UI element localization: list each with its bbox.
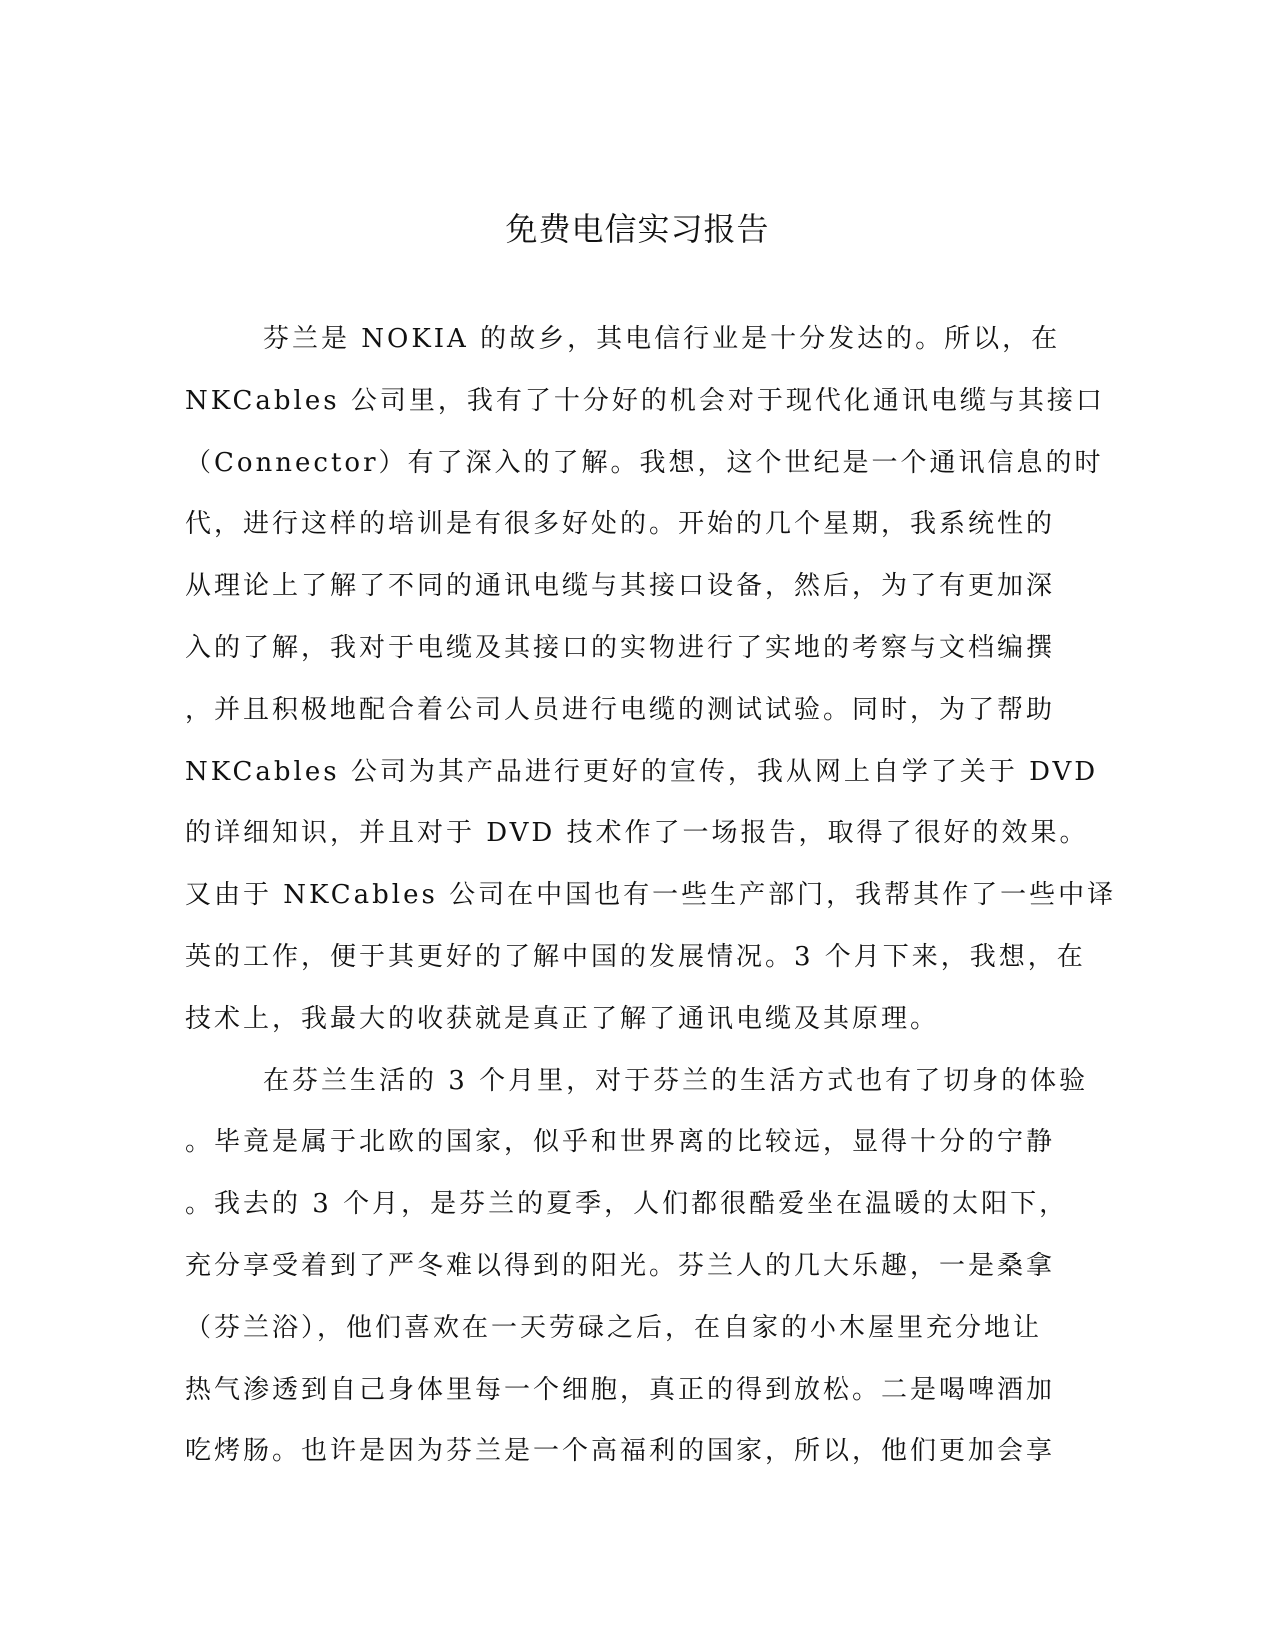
text-line: NKCables 公司里，我有了十分好的机会对于现代化通讯电缆与其接口 bbox=[185, 385, 1105, 416]
text-line: 吃烤肠。也许是因为芬兰是一个高福利的国家，所以，他们更加会享 bbox=[185, 1436, 1056, 1467]
text-line: 从理论上了解了不同的通讯电缆与其接口设备，然后，为了有更加深 bbox=[185, 571, 1056, 602]
text-line: （芬兰浴），他们喜欢在一天劳碌之后，在自家的小木屋里充分地让 bbox=[185, 1312, 1043, 1343]
text-line: 充分享受着到了严冬难以得到的阳光。芬兰人的几大乐趣，一是桑拿 bbox=[185, 1250, 1056, 1281]
text-line: 在芬兰生活的 3 个月里，对于芬兰的生活方式也有了切身的体验 bbox=[263, 1065, 1089, 1096]
document-title: 免费电信实习报告 bbox=[505, 210, 770, 248]
paragraph-1 bbox=[185, 320, 1117, 1062]
text-line: 又由于 NKCables 公司在中国也有一些生产部门，我帮其作了一些中译 bbox=[185, 880, 1117, 911]
text-line: 英的工作，便于其更好的了解中国的发展情况。3 个月下来，我想，在 bbox=[185, 941, 1086, 972]
paragraph-2 bbox=[185, 1062, 1089, 1495]
text-line: 芬兰是 NOKIA 的故乡，其电信行业是十分发达的。所以，在 bbox=[263, 324, 1061, 354]
text-line: NKCables 公司为其产品进行更好的宣传，我从网上自学了关于 DVD bbox=[185, 756, 1099, 787]
text-line: 。毕竟是属于北欧的国家，似乎和世界离的比较远，显得十分的宁静 bbox=[185, 1127, 1056, 1158]
document-body bbox=[185, 320, 1117, 1494]
text-line: （Connector）有了深入的了解。我想，这个世纪是一个通讯信息的时 bbox=[185, 447, 1104, 478]
text-line: 热气渗透到自己身体里每一个细胞，真正的得到放松。二是喝啤酒加 bbox=[185, 1374, 1056, 1405]
text-line: 的详细知识，并且对于 DVD 技术作了一场报告，取得了很好的效果。 bbox=[185, 818, 1089, 849]
text-line: 。我去的 3 个月，是芬兰的夏季，人们都很酷爱坐在温暖的太阳下， bbox=[185, 1189, 1069, 1220]
text-line: ，并且积极地配合着公司人员进行电缆的测试试验。同时，为了帮助 bbox=[185, 694, 1056, 725]
text-line: 代，进行这样的培训是有很多好处的。开始的几个星期，我系统性的 bbox=[185, 509, 1056, 540]
text-line: 技术上，我最大的收获就是真正了解了通讯电缆及其原理。 bbox=[185, 1003, 940, 1034]
text-line: 入的了解，我对于电缆及其接口的实物进行了实地的考察与文档编撰 bbox=[185, 632, 1056, 663]
